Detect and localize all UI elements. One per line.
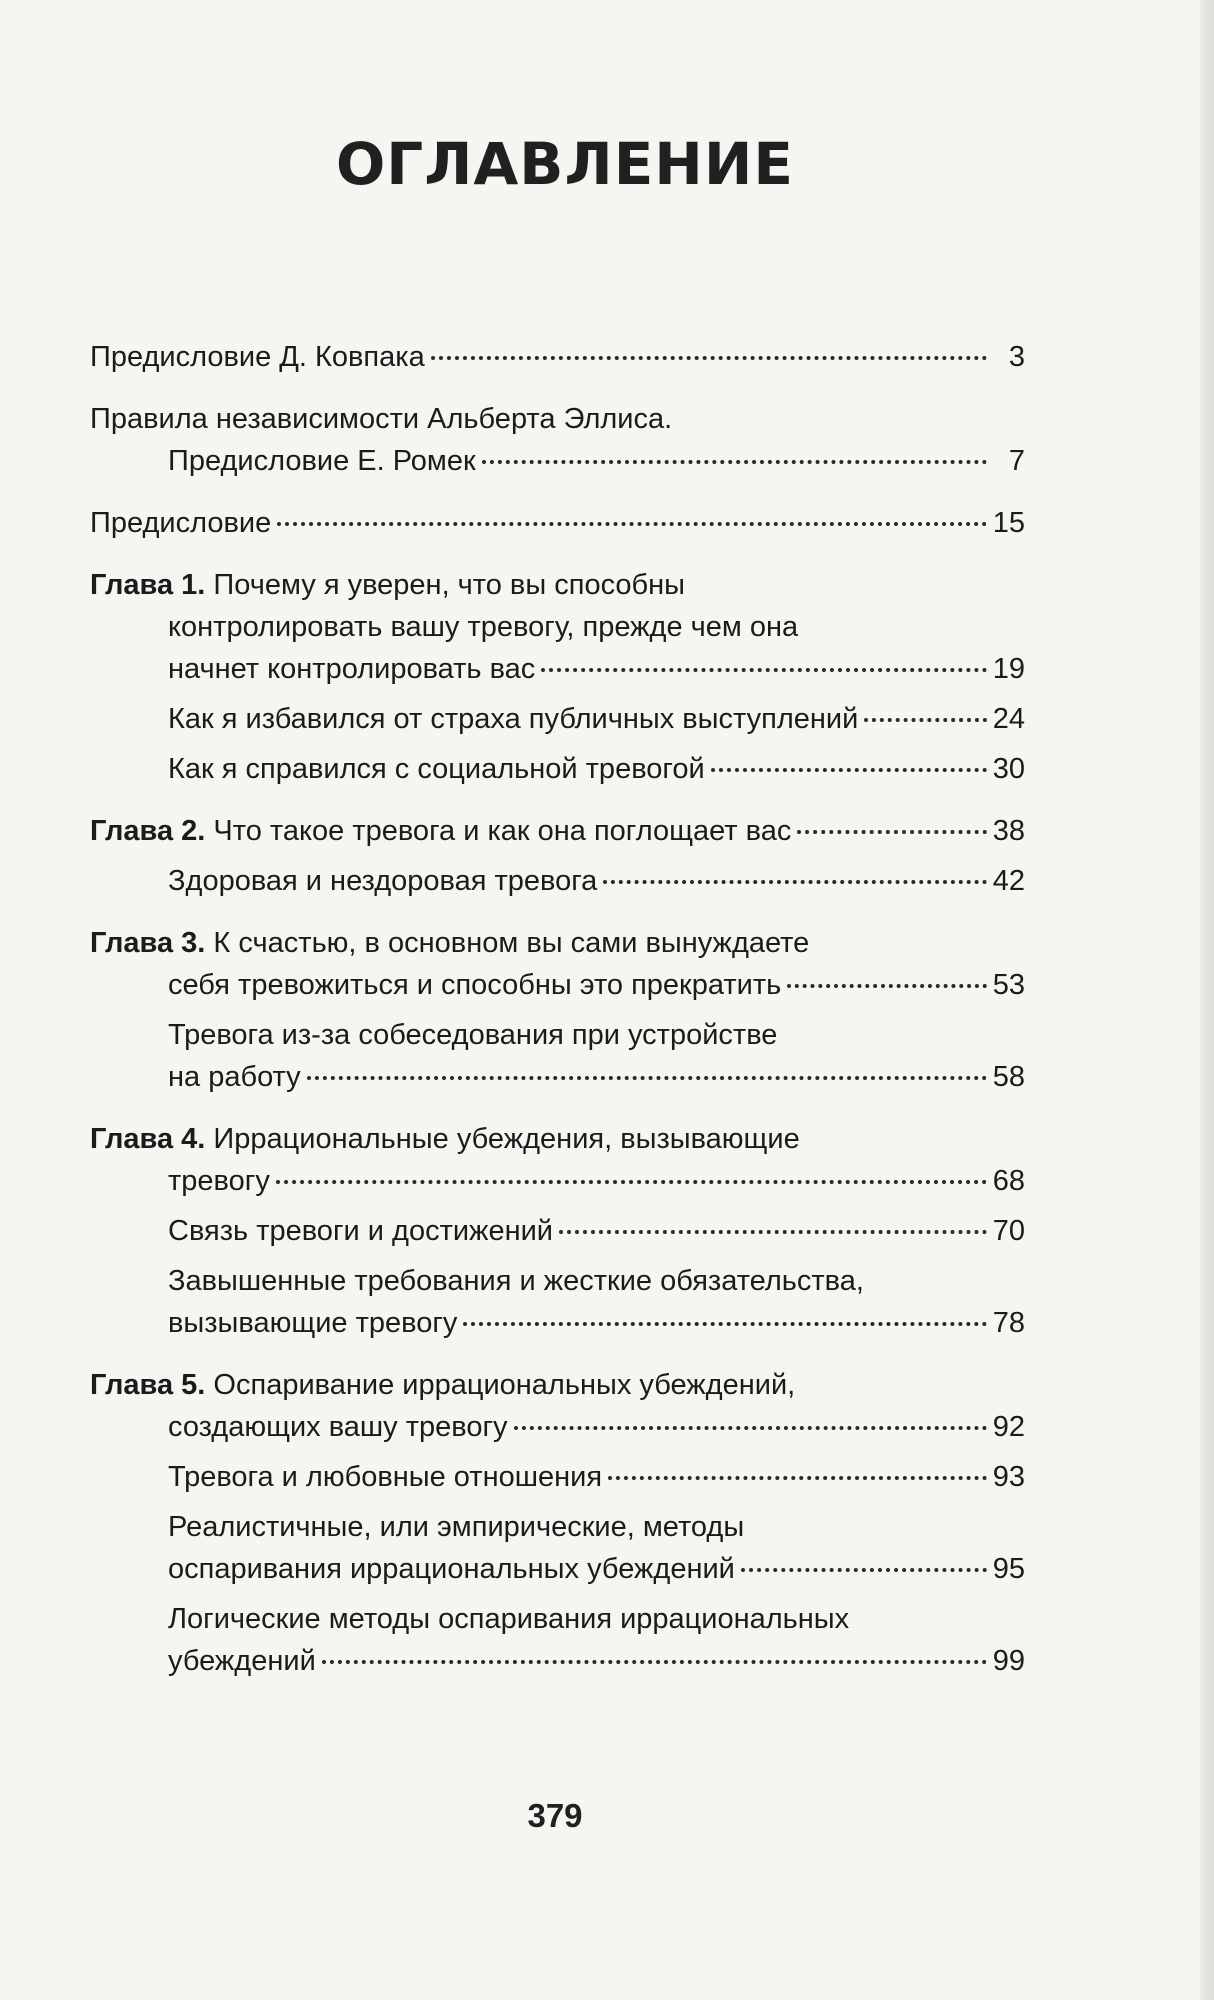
- toc-line: [90, 336, 1025, 378]
- dot-leader: [463, 1322, 986, 1326]
- toc-line: [90, 922, 1025, 964]
- toc-entry-anxiety-achievement[interactable]: [90, 1210, 1025, 1252]
- toc-entry-text: Реалистичные, или эмпирические, методы: [168, 1511, 745, 1543]
- dot-leader: [277, 522, 987, 526]
- toc-page-number: 93: [992, 1461, 1025, 1493]
- toc-line: [90, 860, 1025, 902]
- toc-line: [90, 748, 1025, 790]
- toc-entry-text: Тревога из-за собеседования при устройстве: [168, 1019, 778, 1051]
- chapter-label: Глава 3.: [90, 927, 206, 959]
- toc-entry-text: Предисловие Д. Ковпака: [90, 341, 425, 373]
- toc-page-number: 68: [992, 1165, 1025, 1197]
- toc-entry-text: Как я справился с социальной тревогой: [168, 753, 705, 785]
- toc-line: [90, 1640, 1025, 1682]
- toc-line: [90, 1548, 1025, 1590]
- toc-entry-text: Тревога и любовные отношения: [168, 1461, 603, 1493]
- toc-entry-chapter-1[interactable]: [90, 564, 1025, 690]
- toc-line: [90, 564, 1025, 606]
- toc-entry-preface-kovpak[interactable]: [90, 336, 1025, 378]
- toc-page-number: 92: [992, 1411, 1025, 1443]
- dot-leader: [276, 1180, 987, 1184]
- chapter-label: Глава 1.: [90, 569, 206, 601]
- toc-page-number: 95: [992, 1553, 1025, 1585]
- toc-entry-chapter-2[interactable]: [90, 810, 1025, 852]
- toc-page-number: 30: [992, 753, 1025, 785]
- toc-page-number: 78: [992, 1307, 1025, 1339]
- toc-entry-text: Здоровая и нездоровая тревога: [168, 865, 598, 897]
- toc-entry-text: создающих вашу тревогу: [168, 1411, 508, 1443]
- toc-page-number: 58: [992, 1061, 1025, 1093]
- toc-entry-text: Что такое тревога и как она поглощает вас: [205, 815, 792, 847]
- toc-entry-healthy-anxiety[interactable]: [90, 860, 1025, 902]
- table-of-contents: [90, 336, 1025, 1682]
- page-number: 379: [527, 1797, 583, 1834]
- toc-line: [90, 698, 1025, 740]
- toc-page-number: 24: [992, 703, 1025, 735]
- toc-entry-social-anxiety[interactable]: [90, 748, 1025, 790]
- dot-leader: [559, 1230, 987, 1234]
- toc-line: [90, 1456, 1025, 1498]
- toc-entry-love-relationships[interactable]: [90, 1456, 1025, 1498]
- dot-leader: [514, 1426, 987, 1430]
- page-title: ОГЛАВЛЕНИЕ: [335, 130, 795, 198]
- dot-leader: [482, 460, 987, 464]
- toc-entry-text: убеждений: [168, 1645, 316, 1677]
- toc-entry-chapter-3[interactable]: [90, 922, 1025, 1006]
- toc-page-number: 38: [992, 815, 1025, 847]
- toc-entry-public-speaking[interactable]: [90, 698, 1025, 740]
- toc-entry-text: Предисловие Е. Ромек: [168, 445, 476, 477]
- toc-entry-text: Иррациональные убеждения, вызывающие: [205, 1123, 800, 1155]
- dot-leader: [603, 880, 986, 884]
- toc-entry-excessive-demands[interactable]: [90, 1260, 1025, 1344]
- toc-entry-text: оспаривания иррациональных убеждений: [168, 1553, 735, 1585]
- toc-entry-chapter-4[interactable]: [90, 1118, 1025, 1202]
- toc-line: [90, 1364, 1025, 1406]
- toc-line: [90, 810, 1025, 852]
- toc-entry-text: Завышенные требования и жесткие обязательства,: [168, 1265, 864, 1297]
- toc-page-number: 15: [992, 507, 1025, 539]
- toc-line: [90, 1210, 1025, 1252]
- toc-line: [90, 648, 1025, 690]
- toc-entry-text: Как я избавился от страха публичных выступлений: [168, 703, 859, 735]
- toc-entry-text: Логические методы оспаривания иррациональных: [168, 1603, 850, 1635]
- chapter-label: Глава 5.: [90, 1369, 206, 1401]
- toc-entry-text: начнет контролировать вас: [168, 653, 536, 685]
- dot-leader: [711, 768, 987, 772]
- toc-line: [90, 1056, 1025, 1098]
- toc-entry-text: К счастью, в основном вы сами вынуждаете: [205, 927, 810, 959]
- dot-leader: [431, 356, 987, 360]
- toc-line: [90, 1406, 1025, 1448]
- chapter-label: Глава 2.: [90, 815, 206, 847]
- dot-leader: [541, 668, 986, 672]
- toc-entry-text: Правила независимости Альберта Эллиса.: [90, 403, 673, 435]
- toc-entry-chapter-5[interactable]: [90, 1364, 1025, 1448]
- toc-entry-text: Предисловие: [90, 507, 272, 539]
- toc-page-number: 99: [992, 1645, 1025, 1677]
- toc-entry-logical-methods[interactable]: [90, 1598, 1025, 1682]
- toc-line: [90, 1302, 1025, 1344]
- toc-line: [90, 440, 1025, 482]
- toc-entry-text: на работу: [168, 1061, 301, 1093]
- chapter-label: Глава 4.: [90, 1123, 206, 1155]
- toc-entry-preface[interactable]: [90, 502, 1025, 544]
- toc-entry-text: тревогу: [168, 1165, 270, 1197]
- dot-leader: [741, 1568, 987, 1572]
- toc-entry-text: Связь тревоги и достижений: [168, 1215, 554, 1247]
- dot-leader: [864, 718, 986, 722]
- toc-entry-text: Почему я уверен, что вы способны: [205, 569, 685, 601]
- toc-line: [90, 1160, 1025, 1202]
- toc-page-number: 70: [992, 1215, 1025, 1247]
- dot-leader: [608, 1476, 987, 1480]
- toc-entry-job-interview[interactable]: [90, 1014, 1025, 1098]
- toc-line: [90, 1118, 1025, 1160]
- toc-page-number: 53: [992, 969, 1025, 1001]
- toc-line: [90, 964, 1025, 1006]
- toc-entry-text: себя тревожиться и способны это прекратить: [168, 969, 782, 1001]
- toc-page-number: 19: [992, 653, 1025, 685]
- page-edge: [1200, 0, 1214, 2000]
- toc-page-number: 3: [1008, 341, 1025, 373]
- toc-page-number: 7: [1008, 445, 1025, 477]
- dot-leader: [797, 830, 986, 834]
- dot-leader: [787, 984, 987, 988]
- toc-line: [90, 502, 1025, 544]
- toc-entry-text: Оспаривание иррациональных убеждений,: [205, 1369, 796, 1401]
- toc-page-number: 42: [992, 865, 1025, 897]
- dot-leader: [307, 1076, 987, 1080]
- toc-entry-empirical-methods[interactable]: [90, 1506, 1025, 1590]
- dot-leader: [322, 1660, 987, 1664]
- toc-entry-text: контролировать вашу тревогу, прежде чем она: [168, 611, 799, 643]
- toc-entry-text: вызывающие тревогу: [168, 1307, 458, 1339]
- toc-entry-ellis-rules[interactable]: [90, 398, 1025, 482]
